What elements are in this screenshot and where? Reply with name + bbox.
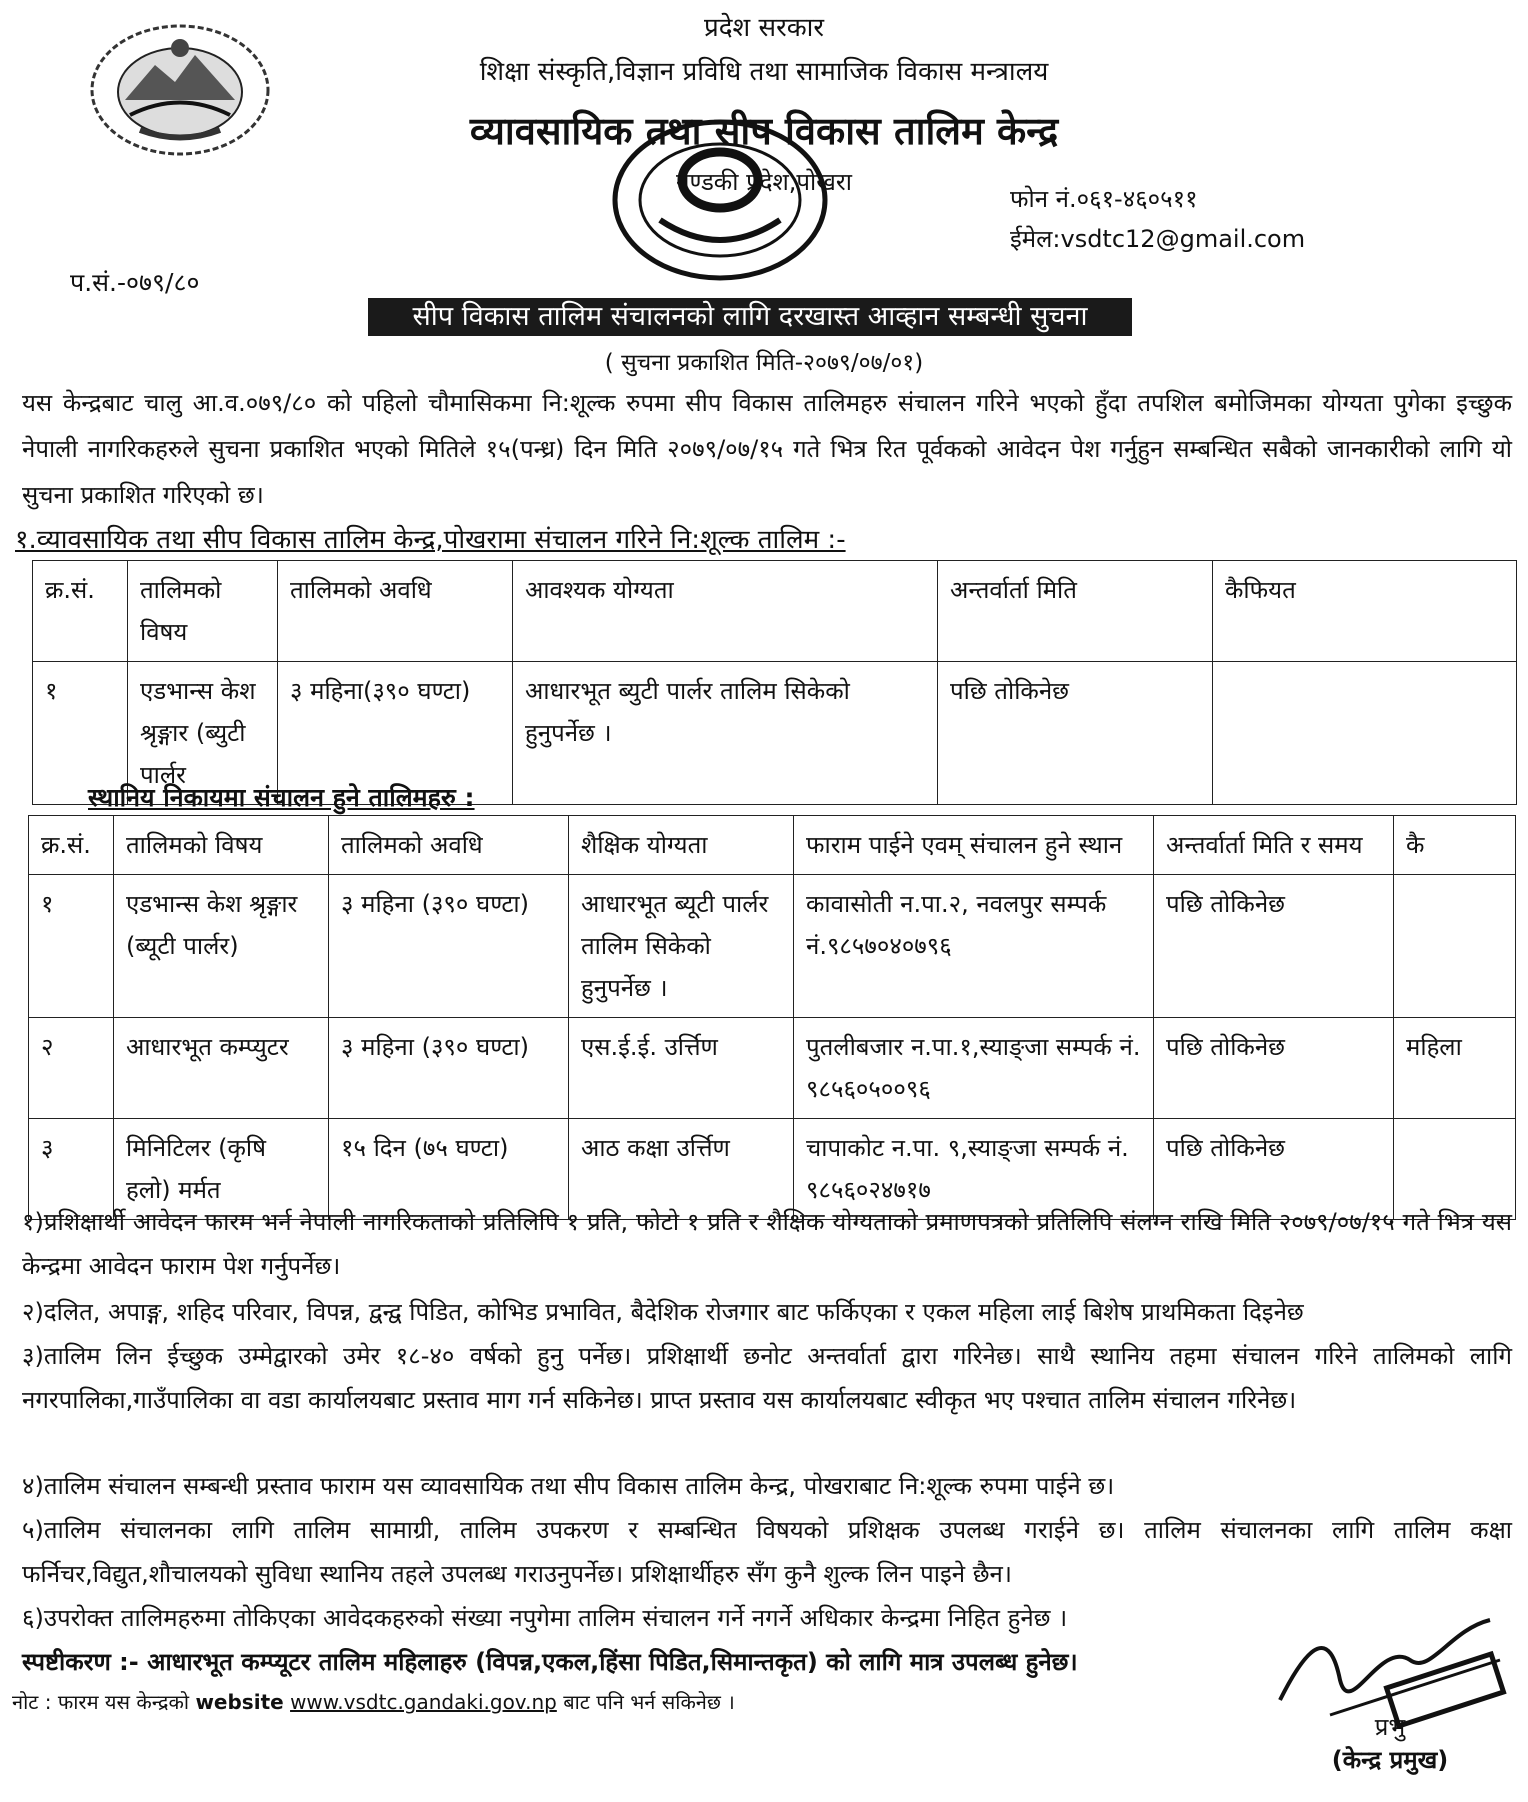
table-cell: पुतलीबजार न.पा.१,स्याङ्जा सम्पर्क नं. ९८५६०५००९६ (794, 1018, 1154, 1119)
table-row (29, 875, 1516, 1018)
table-header: कै (1394, 816, 1516, 875)
table-cell: ३ महिना (३९० घण्टा) (329, 1018, 569, 1119)
intro-paragraph: यस केन्द्रबाट चालु आ.व.०७९/८० को पहिलो चौमासिकमा नि:शूल्क रुपमा सीप विकास तालिमहरु संचालन गरिने भएको हुँदा तपशिल बमोजिमका योग्यता पुगेका इच्छुक नेपाली नागरिकहरुले सुचना प्रकाशित भएको मितिले १५(पन्ध्र) दिन मिति २०७९/०७/१५ गते भित्र रित पूर्वकको आवेदन पेश गर्नुहुन सम्बन्धित सबैको जानकारीको लागि यो सुचना प्रकाशित गरिएको छ। (22, 389, 1512, 509)
training-table-local (28, 815, 1516, 1220)
clarification: स्पष्टीकरण :- आधारभूत कम्प्यूटर तालिम महिलाहरु (विपन्न,एकल,हिंसा पिडित,सिमान्तकृत) को लागि मात्र उपलब्ध हुनेछ। (22, 1648, 1078, 1676)
table-cell: कावासोती न.पा.२, नवलपुर सम्पर्क नं.९८५७०४०७९६ (794, 875, 1154, 1018)
note-4: ४)तालिम संचालन सम्बन्धी प्रस्ताव फाराम यस व्यावसायिक तथा सीप विकास तालिम केन्द्र, पोखराबाट नि:शूल्क रुपमा पाईने छ। (22, 1472, 1115, 1500)
table-cell: आधारभूत कम्प्युटर (114, 1018, 329, 1119)
footnote-suffix: बाट पनि भर्न सकिनेछ । (563, 1690, 735, 1714)
table-header: कैफियत (1213, 561, 1517, 662)
table-cell: २ (29, 1018, 114, 1119)
table-cell: एडभान्स केश श्रृङ्गार (ब्यूटी पार्लर) (114, 875, 329, 1018)
table-header: क्र.सं. (29, 816, 114, 875)
table-header: अन्तर्वार्ता मिति र समय (1154, 816, 1394, 875)
reference-number: प.सं.-०७९/८० (70, 268, 200, 297)
table-cell: १५ दिन (७५ घण्टा) (329, 1119, 569, 1220)
table-header: तालिमको अवधि (278, 561, 513, 662)
table-cell: १ (29, 875, 114, 1018)
table-cell: १ (33, 662, 128, 805)
table-cell: ३ महिना(३९० घण्टा) (278, 662, 513, 805)
footnote (12, 1688, 735, 1715)
table-cell: चापाकोट न.पा. ९,स्याङ्जा सम्पर्क नं. ९८५६०२४७१७ (794, 1119, 1154, 1220)
note-5: ५)तालिम संचालनका लागि तालिम सामाग्री, तालिम उपकरण र सम्बन्धित विषयको प्रशिक्षक उपलब्ध गराईने छ। तालिम संचालनका लागि तालिम कक्षा फर्निचर,विद्युत,शौचालयको सुविधा स्थानिय तहले उपलब्ध गराउनुपर्नेछ। प्रशिक्षार्थीहरु सँग कुनै शुल्क लिन पाइने छैन। (22, 1516, 1512, 1588)
table-header: तालिमको विषय (128, 561, 278, 662)
table-cell (1394, 875, 1516, 1018)
footnote-web-word: website (195, 1690, 284, 1714)
table-header: आवश्यक योग्यता (513, 561, 938, 662)
table-cell: आठ कक्षा उर्त्तिण (569, 1119, 794, 1220)
table-cell: पछि तोकिनेछ (1154, 1018, 1394, 1119)
table-cell: पछि तोकिनेछ (938, 662, 1213, 805)
email-address: ईमेल:vsdtc12@gmail.com (1010, 225, 1306, 253)
published-date: ( सुचना प्रकाशित मिति-२०७९/०७/०१) (604, 350, 924, 376)
section1-title: १.व्यावसायिक तथा सीप विकास तालिम केन्द्र,पोखरामा संचालन गरिने नि:शूल्क तालिम :- (15, 525, 846, 555)
signatory-name: प्रभु (1374, 1713, 1406, 1741)
office-stamp-icon (590, 110, 850, 285)
table-cell: एस.ई.ई. उर्त्तिण (569, 1018, 794, 1119)
website-link[interactable]: www.vsdtc.gandaki.gov.np (290, 1690, 557, 1714)
ministry-name: शिक्षा संस्कृति,विज्ञान प्रविधि तथा सामाजिक विकास मन्त्रालय (479, 57, 1049, 87)
note-3: ३)तालिम लिन ईच्छुक उम्मेद्वारको उमेर १८-४० वर्षको हुनु पर्नेछ। प्रशिक्षार्थी छनोट अन्तर्वार्ता द्वारा गरिनेछ। साथै स्थानिय तहमा संचालन गरिने तालिमको लागि नगरपालिका,गाउँपालिका वा वडा कार्यालयबाट प्रस्ताव माग गर्न सकिनेछ। प्राप्त प्रस्ताव यस कार्यालयबाट स्वीकृत भए पश्चात तालिम संचालन गरिनेछ। (22, 1342, 1512, 1414)
footnote-prefix: नोट : फारम यस केन्द्रको (12, 1690, 190, 1714)
table-cell: पछि तोकिनेछ (1154, 875, 1394, 1018)
training-table-center (32, 560, 1517, 805)
table-header: शैक्षिक योग्यता (569, 816, 794, 875)
table-header-row (29, 816, 1516, 875)
signatory-title: (केन्द्र प्रमुख) (1331, 1746, 1449, 1774)
table-header: फाराम पाईने एवम् संचालन हुने स्थान (794, 816, 1154, 875)
table-cell (1213, 662, 1517, 805)
table-cell: एडभान्स केश श्रृङ्गार (ब्युटी पार्लर (128, 662, 278, 805)
table-cell: आधारभूत ब्यूटी पार्लर तालिम सिकेको हुनुपर्नेछ । (569, 875, 794, 1018)
center-name: व्यावसायिक तथा सीप विकास तालिम केन्द्र (469, 109, 1059, 153)
table-header-row (33, 561, 1517, 662)
table-cell: ३ (29, 1119, 114, 1220)
center-address: गण्डकी प्रदेश,पोखरा (676, 168, 852, 196)
table-cell: पछि तोकिनेछ (1154, 1119, 1394, 1220)
table-header: तालिमको अवधि (329, 816, 569, 875)
note-1: १)प्रशिक्षार्थी आवेदन फारम भर्न नेपाली नागरिकताको प्रतिलिपि १ प्रति, फोटो १ प्रति र शैक्षिक योग्यताको प्रमाणपत्रको प्रतिलिपि संलग्न राखि मिति २०७९/०७/१५ गते भित्र यस केन्द्रमा आवेदन फाराम पेश गर्नुपर्नेछ। (22, 1208, 1512, 1280)
table-header: अन्तर्वार्ता मिति (938, 561, 1213, 662)
phone-number: फोन नं.०६१-४६०५११ (1010, 185, 1198, 213)
table-cell: ३ महिना (३९० घण्टा) (329, 875, 569, 1018)
table-header: तालिमको विषय (114, 816, 329, 875)
signatory-block (1290, 1710, 1490, 1776)
note-6: ६)उपरोक्त तालिमहरुमा तोकिएका आवेदकहरुको संख्या नपुगेमा तालिम संचालन गर्ने नगर्ने अधिकार केन्द्रमा निहित हुनेछ । (22, 1604, 1068, 1632)
table-cell: मिनिटिलर (कृषि हलो) मर्मत (114, 1119, 329, 1220)
table-cell: आधारभूत ब्युटी पार्लर तालिम सिकेको हुनुपर्नेछ । (513, 662, 938, 805)
notice-title: सीप विकास तालिम संचालनको लागि दरखास्त आव्हान सम्बन्धी सुचना (368, 298, 1132, 336)
table-header: क्र.सं. (33, 561, 128, 662)
province-government: प्रदेश सरकार (703, 13, 825, 43)
table-row (29, 1018, 1516, 1119)
table-cell: महिला (1394, 1018, 1516, 1119)
section2-title: स्थानिय निकायमा संचालन हुने तालिमहरु : (88, 783, 475, 812)
note-2: २)दलित, अपाङ्ग, शहिद परिवार, विपन्न, द्वन्द्व पिडित, कोभिड प्रभावित, बैदेशिक रोजगार बाट फर्किएका र एकल महिला लाई बिशेष प्राथमिकता दिइनेछ (22, 1298, 1304, 1326)
